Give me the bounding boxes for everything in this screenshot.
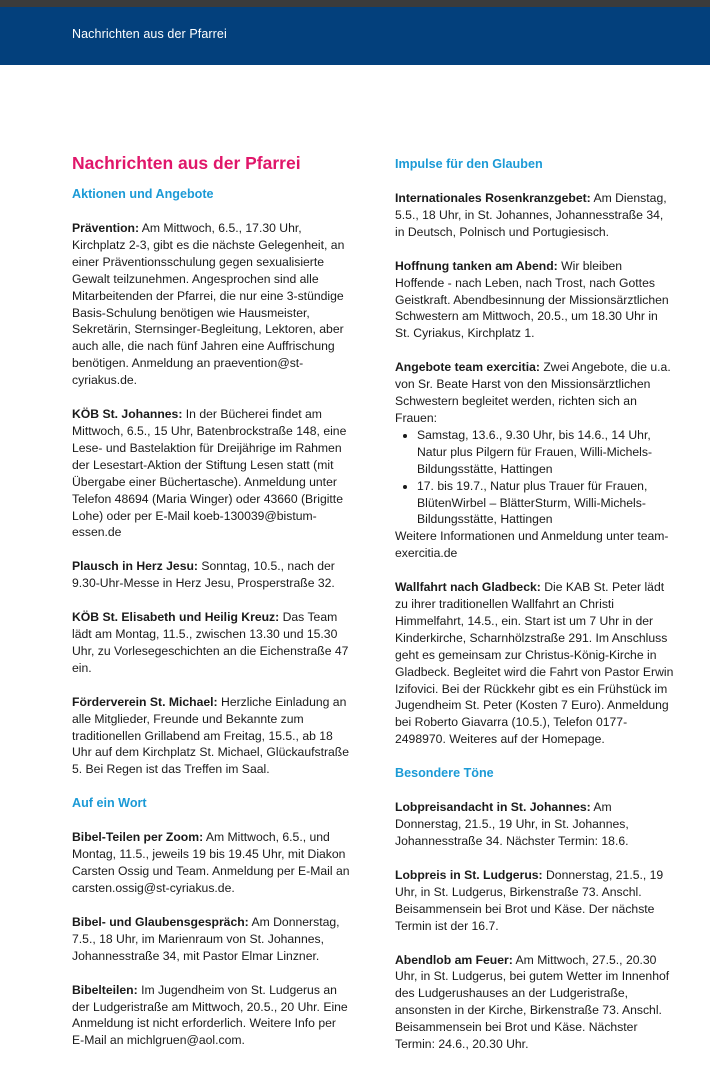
item-title: Plausch in Herz Jesu:	[72, 559, 198, 574]
item-title: Prävention:	[72, 221, 140, 235]
section-heading-aktionen: Aktionen und Angebote	[72, 187, 214, 201]
section-heading-impulse: Impulse für den Glauben	[395, 157, 543, 171]
item-title: KÖB St. Johannes:	[72, 407, 183, 422]
item-text: Wir bleiben Hoffende - nach Leben, nach Trost, nach Gottes Geistkraft. Abendbesinnung der Missionsärztlichen Schwestern am Mittwoch, 20.5., um 18.30 Uhr in St. Cyriakus, Kirchplatz 1.	[395, 258, 669, 341]
news-item-lobpreis-ludgerus	[395, 867, 674, 935]
item-text: Donnerstag, 21.5., 19 Uhr, in St. Ludgerus, Birkenstraße 73. Anschl. Beisammensein bei Brot und Käse. Der nächste Termin ist der 16.7.	[395, 867, 664, 933]
item-text: Am Mittwoch, 27.5., 20.30 Uhr, in St. Ludgerus, bei gutem Wetter im Innenhof des Ludgerushauses an der Ludgeristraße, ansonsten in der Kirche, Birkenstraße 73. Anschl. Beisammensein bei Brot und Käse. Nächster Termin: 24.6., 20.30 Uhr.	[395, 952, 670, 1052]
top-strip	[0, 0, 710, 7]
item-title: Förderverein St. Michael:	[72, 694, 218, 709]
news-item-hoffnung	[395, 258, 674, 343]
item-title: Bibelteilen:	[72, 982, 138, 997]
item-text: Zwei Angebote, die u.a. von Sr. Beate Harst von den Missionsärztlichen Schwestern begleitet werden, richten sich an Frauen:	[395, 360, 671, 425]
news-item-lobpreisandacht	[395, 799, 674, 850]
news-item-foerderverein	[72, 694, 350, 779]
item-title: Hoffnung tanken am Abend:	[395, 258, 558, 273]
item-title: Bibel- und Glaubensgespräch:	[72, 914, 249, 929]
news-item-praevention	[72, 220, 350, 389]
left-column	[72, 152, 350, 1066]
item-text: Am Donnerstag, 21.5., 19 Uhr, in St. Johannes, Johannesstraße 34. Nächster Termin: 18.6.	[395, 800, 629, 848]
item-title: KÖB St. Elisabeth und Heilig Kreuz:	[72, 610, 280, 625]
news-item-koeb-johannes	[72, 406, 350, 541]
item-text: Die KAB St. Peter lädt zu ihrer traditionellen Wallfahrt an Christi Himmelfahrt, 14.5., ein. Start ist um 7 Uhr in der Kinderkirche, Scharnhölzstraße 291. Im Anschluss geht es gemeinsam zur Christus-König-Kirche in Gladbeck. Begleitet wird die Fahrt von Pastor Erwin Izifovici. Bei der Rückkehr gibt es ein Frühstück im Jugendheim St. Peter (Kosten 7 Euro). Anmeldung bei Roberto Giavarra (10.5.), Telefon 0177-2498970. Weiteres auf der Homepage.	[395, 580, 674, 747]
page-title: Nachrichten aus der Pfarrei	[72, 153, 301, 173]
header-title: Nachrichten aus der Pfarrei	[72, 27, 227, 41]
item-title: Lobpreisandacht in St. Johannes:	[395, 800, 591, 815]
item-text: Am Dienstag, 5.5., 18 Uhr, in St. Johannes, Johannesstraße 34, in Deutsch, Polnisch und Portugiesisch.	[395, 191, 667, 239]
news-item-exercitia	[395, 359, 674, 562]
section-heading-besondere-toene: Besondere Töne	[395, 766, 494, 781]
list-item: • Samstag, 13.6., 9.30 Uhr, bis 14.6., 14 Uhr, Natur plus Pilgern für Frauen, Willi-Michels-Bildungsstätte, Hattingen	[417, 427, 674, 478]
news-item-bibel-glaube	[72, 914, 350, 965]
item-title: Abendlob am Feuer:	[395, 952, 513, 967]
item-text: Im Jugendheim von St. Ludgerus an der Ludgeristraße am Mittwoch, 20.5., 20 Uhr. Eine Anmeldung ist nicht erforderlich. Weitere Info per E-Mail an michlgruen@aol.com.	[72, 982, 348, 1048]
section-heading-auf-ein-wort: Auf ein Wort	[72, 796, 147, 811]
item-text: Das Team lädt am Montag, 11.5., zwischen 13.30 und 15.30 Uhr, zu Vorlesegeschichten an die Eichenstraße 47 ein.	[72, 610, 349, 675]
item-text: In der Bücherei findet am Mittwoch, 6.5., 15 Uhr, Batenbrockstraße 148, eine Lese- und Bastelaktion für Dreijährige im Rahmen der Lesestart-Aktion der Stiftung Lesen statt (mit Übergabe einer Büchertasche). Anmeldung unter Telefon 48694 (Maria Winger) oder 43660 (Brigitte Lohe) oder per E-Mail koeb-130039@bistum-essen.de	[72, 407, 347, 540]
list-item: • 17. bis 19.7., Natur plus Trauer für Frauen, BlütenWirbel – BlätterSturm, Willi-Michels-Bildungsstätte, Hattingen	[417, 478, 674, 529]
right-column	[395, 152, 674, 1070]
item-text: Herzliche Einladung an alle Mitglieder, Freunde und Bekannte zum traditionellen Grillabend am Freitag, 15.5., ab 18 Uhr auf dem Kirchplatz St. Michael, Glückaufstraße 5. Bei Regen ist das Treffen im Saal.	[72, 694, 350, 777]
bullet-list	[395, 427, 674, 528]
news-item-koeb-elisabeth	[72, 609, 350, 677]
header-bar	[0, 7, 710, 65]
item-title: Wallfahrt nach Gladbeck:	[395, 580, 541, 595]
news-item-bibelteilen	[72, 982, 350, 1050]
news-item-bibel-zoom	[72, 829, 350, 897]
item-title: Angebote team exercitia:	[395, 360, 540, 375]
item-title: Lobpreis in St. Ludgerus:	[395, 867, 543, 882]
item-text: Sonntag, 10.5., nach der 9.30-Uhr-Messe in Herz Jesu, Prosperstraße 32.	[72, 559, 335, 591]
item-text: Am Donnerstag, 7.5., 18 Uhr, im Marienraum von St. Johannes, Johannesstraße 34, mit Pastor Elmar Linzner.	[72, 914, 340, 963]
news-item-wallfahrt	[395, 579, 674, 748]
item-text: Am Mittwoch, 6.5., 17.30 Uhr, Kirchplatz 2-3, gibt es die nächste Gelegenheit, an einer Präventionsschulung gegen sexualisierte Gewalt teilzunehmen. Angesprochen sind alle Mitarbeitenden der Pfarrei, die nur eine 3-stündige Basis-Schulung benötigen wie Hausmeister, Sekretärin, Sternsinger-Begleitung, Lektoren, aber auch alle, die nach fünf Jahren eine Auffrischung benötigen. Anmeldung an praevention@st-cyriakus.de.	[72, 221, 345, 388]
item-footer-text: Weitere Informationen und Anmeldung unter team-exercitia.de	[395, 529, 669, 561]
news-item-abendlob	[395, 952, 674, 1053]
item-text: Am Mittwoch, 6.5., und Montag, 11.5., jeweils 19 bis 19.45 Uhr, mit Diakon Carsten Ossig und Team. Anmeldung per E-Mail an carsten.ossig@st-cyriakus.de.	[72, 830, 350, 895]
news-item-rosenkranz	[395, 190, 674, 241]
item-title: Internationales Rosenkranzgebet:	[395, 191, 591, 205]
news-item-plausch	[72, 558, 350, 592]
item-title: Bibel-Teilen per Zoom:	[72, 830, 204, 845]
